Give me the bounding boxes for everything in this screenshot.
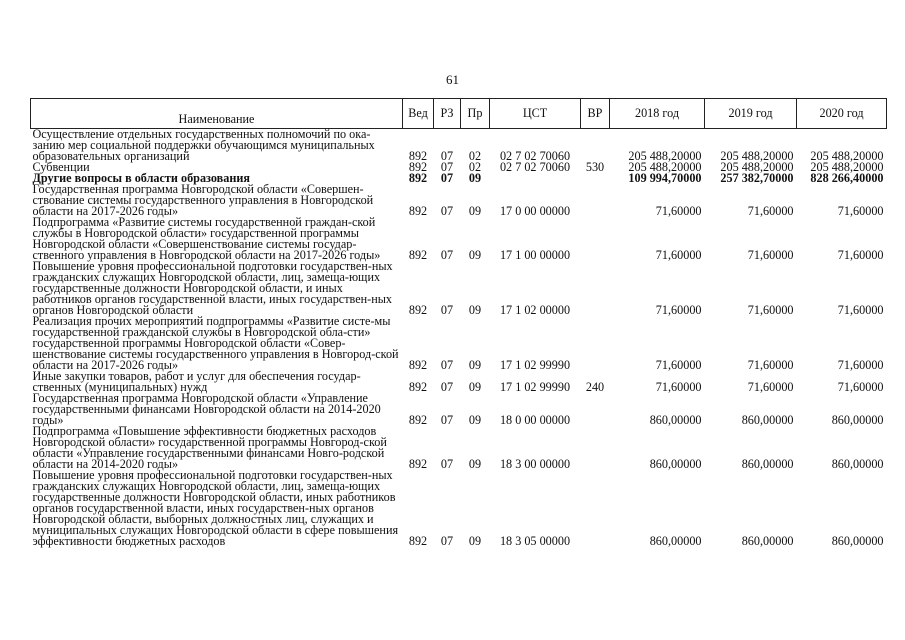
- cell-y2018: 860,00000: [649, 457, 702, 471]
- table-body: [31, 129, 887, 548]
- cell-vr: [581, 316, 610, 371]
- table-row: [31, 393, 887, 426]
- cell-y2018: 71,60000: [655, 204, 702, 218]
- cell-y2018: 71,60000: [655, 303, 702, 317]
- cell-cst: 02 7 02 70060: [499, 160, 571, 174]
- cell-pr: 02: [468, 160, 482, 174]
- cell-vr: 530: [585, 160, 605, 174]
- cell-y2018: 71,60000: [655, 380, 702, 394]
- cell-cst: 18 3 00 00000: [499, 457, 571, 471]
- cell-pr: 09: [468, 380, 482, 394]
- cell-cst: 17 1 02 99990: [499, 358, 571, 372]
- cell-y2020: 71,60000: [837, 358, 884, 372]
- cell-ved: 892: [408, 171, 428, 185]
- cell-cst: 18 3 05 00000: [499, 534, 571, 548]
- cell-rz: 07: [440, 171, 454, 185]
- cell-pr: 09: [468, 248, 482, 262]
- cell-y2018: 71,60000: [655, 248, 702, 262]
- cell-y2020: 71,60000: [837, 303, 884, 317]
- cell-vr: 240: [585, 380, 605, 394]
- cell-pr: 02: [468, 149, 482, 163]
- cell-cst: 17 1 02 99990: [499, 380, 571, 394]
- header-rz: РЗ: [434, 99, 461, 129]
- header-2018: 2018 год: [610, 99, 705, 129]
- cell-vr: [581, 184, 610, 217]
- cell-rz: 07: [440, 149, 454, 163]
- cell-pr: 09: [468, 303, 482, 317]
- header-name: Наименование: [31, 99, 403, 129]
- cell-ved: 892: [408, 457, 428, 471]
- cell-ved: 892: [408, 248, 428, 262]
- cell-cst: 17 1 02 00000: [499, 303, 571, 317]
- cell-y2018: 205 488,20000: [628, 149, 702, 163]
- cell-y2019: 71,60000: [747, 358, 794, 372]
- cell-y2019: 257 382,70000: [720, 171, 794, 185]
- table-row: [31, 426, 887, 470]
- cell-name: Повышение уровня профессиональной подготовки государствен-ных гражданских служащих Новгородской области, лиц, замеща-ющих государственные должности Новгородской области, и иных работников органов государственной власти, иных государствен-ных органов Новгородской области: [32, 259, 393, 317]
- cell-name: Реализация прочих мероприятий подпрограммы «Развитие систе-мы государственной гражданской службы в Новгородской обла-сти» государственной программы Новгородской области «Совер-шенствование системы государственного управления в Новгород-ской области на 2017-2026 годы»: [32, 314, 399, 372]
- cell-pr: 09: [468, 534, 482, 548]
- cell-rz: 07: [440, 160, 454, 174]
- cell-pr: 09: [468, 413, 482, 427]
- cell-ved: 892: [408, 160, 428, 174]
- cell-name: Повышение уровня профессиональной подготовки государствен-ных гражданских служащих Новгородской области, лиц, замеща-ющих государственные должности Новгородской области, иных работников органов государственной власти, иных государствен-ных органов Новгородской области, выборных должностных лиц, служащих и муниципальных служащих Новгородской области в сфере повышения эффективности бюджетных расходов: [32, 468, 399, 548]
- cell-y2019: 71,60000: [747, 204, 794, 218]
- cell-rz: 07: [440, 358, 454, 372]
- cell-cst: 18 0 00 00000: [499, 413, 571, 427]
- cell-y2018: 860,00000: [649, 534, 702, 548]
- cell-y2019: 71,60000: [747, 380, 794, 394]
- table-row: [31, 184, 887, 217]
- cell-y2019: 205 488,20000: [720, 149, 794, 163]
- table-header-row: [31, 99, 887, 129]
- cell-vr: [581, 173, 610, 184]
- header-pr: Пр: [461, 99, 490, 129]
- cell-name: Субвенции: [32, 160, 90, 174]
- cell-y2018: 860,00000: [649, 413, 702, 427]
- cell-y2019: 860,00000: [741, 413, 794, 427]
- cell-y2019: 205 488,20000: [720, 160, 794, 174]
- cell-y2020: 71,60000: [837, 380, 884, 394]
- cell-y2020: 205 488,20000: [810, 149, 884, 163]
- cell-ved: 892: [408, 303, 428, 317]
- cell-pr: 09: [468, 358, 482, 372]
- table-row: [31, 470, 887, 547]
- cell-y2018: 109 994,70000: [628, 171, 702, 185]
- cell-pr: 09: [468, 204, 482, 218]
- cell-ved: 892: [408, 149, 428, 163]
- cell-rz: 07: [440, 303, 454, 317]
- cell-y2018: 71,60000: [655, 358, 702, 372]
- header-vr: ВР: [581, 99, 610, 129]
- cell-rz: 07: [440, 457, 454, 471]
- cell-y2018: 205 488,20000: [628, 160, 702, 174]
- cell-y2020: 205 488,20000: [810, 160, 884, 174]
- cell-ved: 892: [408, 534, 428, 548]
- cell-vr: [581, 470, 610, 547]
- cell-rz: 07: [440, 380, 454, 394]
- cell-name: Государственная программа Новгородской области «Совершен-ствование системы государственного управления в Новгородской области на 2017-2026 годы»: [32, 182, 374, 218]
- cell-cst: 17 1 00 00000: [499, 248, 571, 262]
- cell-rz: 07: [440, 248, 454, 262]
- header-cst: ЦСТ: [490, 99, 581, 129]
- cell-y2020: 828 266,40000: [810, 171, 884, 185]
- table-row: [31, 261, 887, 316]
- cell-name: Иные закупки товаров, работ и услуг для обеспечения государ-ственных (муниципальных) нужд: [32, 369, 361, 394]
- page-number: 61: [446, 72, 459, 87]
- cell-vr: [581, 129, 610, 163]
- cell-y2020: 860,00000: [831, 534, 884, 548]
- cell-name: Осуществление отдельных государственных полномочий по ока-занию мер социальной поддержки обучающимся муниципальных образовательных организаций: [32, 127, 375, 163]
- cell-pr: 09: [468, 171, 482, 185]
- cell-name: Подпрограмма «Развитие системы государственной граждан-ской службы в Новгородской области» государственной программы Новгородской области «Совершенствование системы государ-ственного управления в Новгородской области на 2017-2026 годы»: [32, 215, 381, 262]
- cell-cst: 17 0 00 00000: [499, 204, 571, 218]
- budget-table: [30, 98, 887, 547]
- cell-y2019: 71,60000: [747, 303, 794, 317]
- table-row: [31, 316, 887, 371]
- header-2020: 2020 год: [797, 99, 887, 129]
- cell-y2020: 71,60000: [837, 248, 884, 262]
- table-row: [31, 129, 887, 163]
- cell-ved: 892: [408, 380, 428, 394]
- cell-y2019: 71,60000: [747, 248, 794, 262]
- header-2019: 2019 год: [705, 99, 797, 129]
- cell-rz: 07: [440, 413, 454, 427]
- cell-ved: 892: [408, 358, 428, 372]
- cell-vr: [581, 426, 610, 470]
- cell-vr: [581, 217, 610, 261]
- cell-rz: 07: [440, 204, 454, 218]
- cell-y2020: 860,00000: [831, 413, 884, 427]
- cell-cst: [490, 173, 581, 184]
- header-ved: Вед: [403, 99, 434, 129]
- cell-y2019: 860,00000: [741, 534, 794, 548]
- cell-ved: 892: [408, 413, 428, 427]
- cell-vr: [581, 261, 610, 316]
- cell-y2020: 860,00000: [831, 457, 884, 471]
- cell-name: Подпрограмма «Повышение эффективности бюджетных расходов Новгородской области» государственной программы Новгород-ской области «Управление государственными финансами Новго-родской области на 2014-2020 годы»: [32, 424, 387, 471]
- cell-name: Государственная программа Новгородской области «Управление государственными финансами Новгородской области на 2014-2020 годы»: [32, 391, 381, 427]
- cell-cst: 02 7 02 70060: [499, 149, 571, 163]
- cell-y2019: 860,00000: [741, 457, 794, 471]
- cell-y2020: 71,60000: [837, 204, 884, 218]
- table-row: [31, 371, 887, 393]
- cell-rz: 07: [440, 534, 454, 548]
- cell-name: Другие вопросы в области образования: [32, 171, 250, 185]
- cell-vr: [581, 393, 610, 426]
- table-row: [31, 217, 887, 261]
- cell-pr: 09: [468, 457, 482, 471]
- cell-ved: 892: [408, 204, 428, 218]
